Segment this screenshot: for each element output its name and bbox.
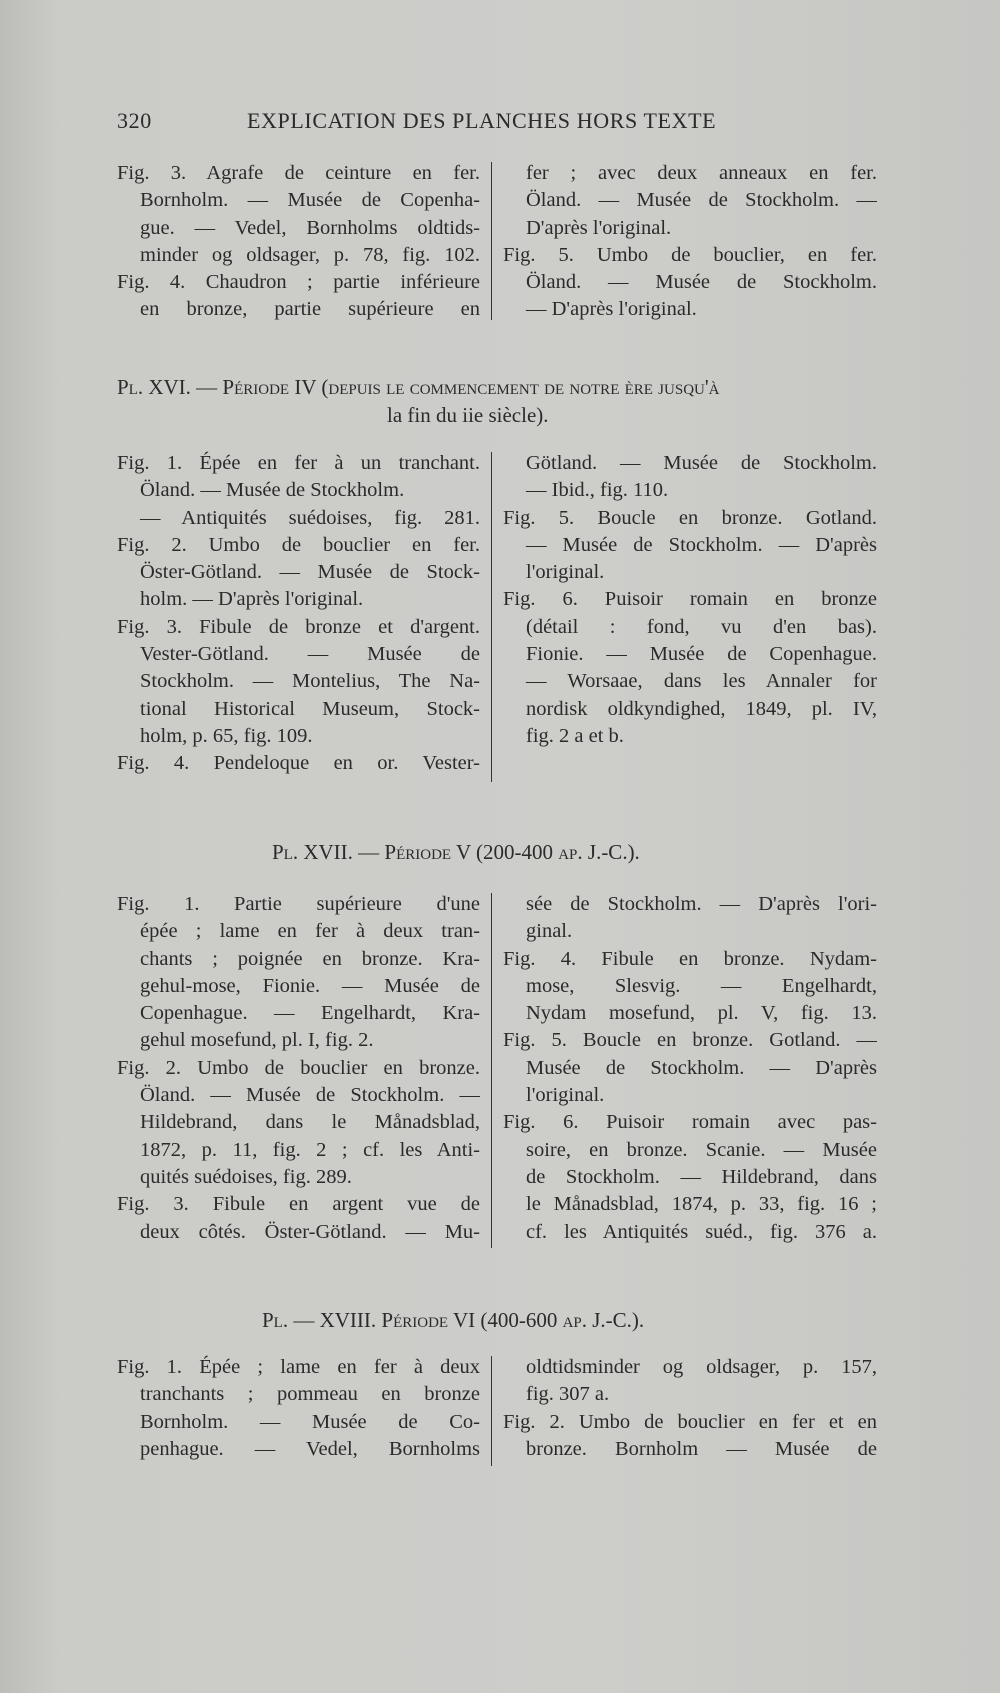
entry-line: — Antiquités suédoises, fig. 281. xyxy=(140,506,480,529)
entry-line: Fig. 3. Fibule en argent vue de xyxy=(117,1193,480,1216)
entry-line: — D'après l'original. xyxy=(526,298,697,321)
entry-line: Fig. 5. Umbo de bouclier, en fer. xyxy=(503,243,877,266)
entry-line: Fig. 5. Boucle en bronze. Gotland. — xyxy=(503,1029,877,1052)
entry-line: Bornholm. — Musée de Co- xyxy=(140,1410,480,1433)
entry-line: Fig. 1. Épée ; lame en fer à deux xyxy=(117,1356,480,1378)
plate-heading-line: Pl. XVI. — Période IV (depuis le commencement de notre ère jusqu'à xyxy=(117,375,720,399)
entry-line: Fig. 3. Agrafe de ceinture en fer. xyxy=(117,162,480,184)
right-column xyxy=(503,160,877,324)
column-divider xyxy=(491,162,492,320)
plate-xviii-heading xyxy=(117,1306,867,1334)
entry-line: Götland. — Musée de Stockholm. xyxy=(526,452,877,474)
right-column xyxy=(503,450,877,750)
entry-line: quités suédoises, fig. 289. xyxy=(140,1165,352,1188)
left-column xyxy=(117,160,480,324)
entry-line: sée de Stockholm. — D'après l'ori- xyxy=(526,893,877,915)
entry-line: épée ; lame en fer à deux tran- xyxy=(140,920,480,943)
entry-line: gue. — Vedel, Bornholms oldtids- xyxy=(140,216,480,239)
entry-line: deux côtés. Öster-Götland. — Mu- xyxy=(140,1220,480,1243)
entry-line: fig. 307 a. xyxy=(526,1383,610,1406)
plate-xvi-heading xyxy=(117,373,867,429)
plate-xvii-heading xyxy=(117,838,867,866)
plate-heading-line: Pl. — XVIII. Période VI (400-600 ap. J.-C.). xyxy=(262,1308,645,1332)
entry-line: Musée de Stockholm. — D'après xyxy=(526,1056,877,1079)
entry-line: Fig. 2. Umbo de bouclier en bronze. xyxy=(117,1056,480,1079)
column-divider xyxy=(491,452,492,782)
entry-line: — Ibid., fig. 110. xyxy=(526,479,669,502)
left-column xyxy=(117,450,480,778)
entry-line: bronze. Bornholm — Musée de xyxy=(526,1437,877,1460)
entry-line: chants ; poignée en bronze. Kra- xyxy=(140,947,480,970)
running-header xyxy=(117,108,737,138)
entry-line: Öland. — Musée de Stockholm. xyxy=(526,271,877,294)
column-divider xyxy=(491,893,492,1248)
entry-line: Bornholm. — Musée de Copenha- xyxy=(140,189,480,212)
entry-line: holm, p. 65, fig. 109. xyxy=(140,724,313,747)
entry-line: fig. 2 a et b. xyxy=(526,724,624,747)
entry-line: Fig. 6. Puisoir romain en bronze xyxy=(503,588,877,611)
entry-line: oldtidsminder og oldsager, p. 157, xyxy=(526,1356,877,1378)
entry-line: nordisk oldkyndighed, 1849, pl. IV, xyxy=(526,697,877,720)
entry-line: Fig. 5. Boucle en bronze. Gotland. xyxy=(503,506,877,529)
running-title: EXPLICATION DES PLANCHES HORS TEXTE xyxy=(247,108,717,133)
entry-line: en bronze, partie supérieure en xyxy=(140,298,480,321)
entry-line: Öland. — Musée de Stockholm. xyxy=(140,479,405,502)
entry-line: Copenhague. — Engelhardt, Kra- xyxy=(140,1002,480,1025)
entry-line: Öster-Götland. — Musée de Stock- xyxy=(140,561,480,584)
entry-line: Fig. 4. Pendeloque en or. Vester- xyxy=(117,752,480,775)
entry-line: tranchants ; pommeau en bronze xyxy=(140,1383,480,1406)
entry-line: gehul mosefund, pl. I, fig. 2. xyxy=(140,1029,374,1052)
entry-line: Fig. 3. Fibule de bronze et d'argent. xyxy=(117,615,480,638)
entry-line: Fig. 1. Partie supérieure d'une xyxy=(117,893,480,915)
column-divider xyxy=(491,1356,492,1466)
entry-line: D'après l'original. xyxy=(526,216,672,239)
entry-line: penhague. — Vedel, Bornholms xyxy=(140,1437,480,1460)
entry-line: Vester-Götland. — Musée de xyxy=(140,643,480,666)
entry-line: Fionie. — Musée de Copenhague. xyxy=(526,643,877,666)
plate-heading-line: la fin du iie siècle). xyxy=(387,403,549,427)
entry-line: (détail : fond, vu d'en bas). xyxy=(526,615,877,638)
entry-line: Fig. 6. Puisoir romain avec pas- xyxy=(503,1111,877,1134)
entry-line: Fig. 2. Umbo de bouclier en fer et en xyxy=(503,1410,877,1433)
right-column xyxy=(503,1354,877,1463)
entry-line: soire, en bronze. Scanie. — Musée xyxy=(526,1138,877,1161)
entry-line: ginal. xyxy=(526,920,573,943)
entry-line: minder og oldsager, p. 78, fig. 102. xyxy=(140,243,480,266)
entry-line: Fig. 1. Épée en fer à un tranchant. xyxy=(117,452,480,474)
entry-line: holm. — D'après l'original. xyxy=(140,588,364,611)
entry-line: 1872, p. 11, fig. 2 ; cf. les Anti- xyxy=(140,1138,480,1161)
entry-line: l'original. xyxy=(526,1084,605,1107)
right-column xyxy=(503,891,877,1246)
entry-line: Hildebrand, dans le Månadsblad, xyxy=(140,1111,480,1134)
entry-line: Öland. — Musée de Stockholm. — xyxy=(140,1084,480,1107)
entry-line: tional Historical Museum, Stock- xyxy=(140,697,480,720)
entry-line: Fig. 4. Chaudron ; partie inférieure xyxy=(117,271,480,294)
entry-line: Nydam mosefund, pl. V, fig. 13. xyxy=(526,1002,877,1025)
page-number: 320 xyxy=(117,108,152,133)
entry-line: l'original. xyxy=(526,561,605,584)
entry-line: — Musée de Stockholm. — D'après xyxy=(526,533,877,556)
entry-line: le Månadsblad, 1874, p. 33, fig. 16 ; xyxy=(526,1193,877,1216)
entry-line: — Worsaae, dans les Annaler for xyxy=(526,670,877,693)
entry-line: Stockholm. — Montelius, The Na- xyxy=(140,670,480,693)
plate-heading-line: Pl. XVII. — Période V (200-400 ap. J.-C.). xyxy=(272,840,640,864)
entry-line: Fig. 2. Umbo de bouclier en fer. xyxy=(117,533,480,556)
entry-line: Fig. 4. Fibule en bronze. Nydam- xyxy=(503,947,877,970)
entry-line: fer ; avec deux anneaux en fer. xyxy=(526,162,877,184)
entry-line: cf. les Antiquités suéd., fig. 376 a. xyxy=(526,1220,877,1243)
left-column xyxy=(117,1354,480,1463)
entry-line: de Stockholm. — Hildebrand, dans xyxy=(526,1165,877,1188)
entry-line: Öland. — Musée de Stockholm. — xyxy=(526,189,877,212)
entry-line: mose, Slesvig. — Engelhardt, xyxy=(526,974,877,997)
entry-line: gehul-mose, Fionie. — Musée de xyxy=(140,974,480,997)
left-column xyxy=(117,891,480,1246)
